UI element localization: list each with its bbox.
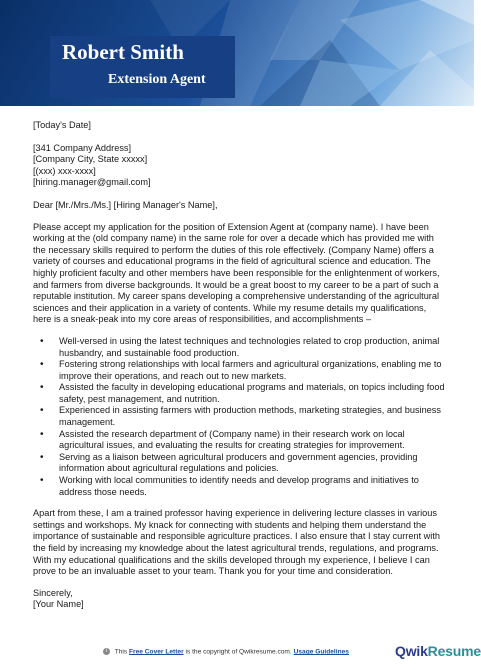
intro-paragraph: Please accept my application for the position of Extension Agent at (company name). I have been working at the (old company name) in the same role for over a decade which has provided me with the necessary skills required to perform the duties of this role effectively. (Company Name) offers a variety of courses and educational programs in the field of agricultural science and education. The highly proficient faculty and other members have been responsible for the enlightenment of workers, and farmers from diverse backgrounds. It would be a great boost to my career to be a part of such a reputable institution. My career spans developing a comprehensive understanding of the agricultural sciences and their application in a variety of contents. While my resume details my qualifications, here is a sneak-peak into my core areas of responsibilities, and accomplishments – <box>33 221 440 325</box>
letter-date: [Today's Date] <box>33 120 91 130</box>
qwikresume-logo[interactable] <box>395 643 481 659</box>
candidate-title: Extension Agent <box>108 72 206 87</box>
signature-name: [Your Name] <box>33 599 84 610</box>
usage-guidelines-link[interactable]: Usage Guidelines <box>293 648 349 656</box>
list-item: • Working with local communities to identify needs and develop programs and initiatives to address those needs. <box>53 475 445 498</box>
salutation: Dear [Mr./Mrs./Ms.] [Hiring Manager's Name], <box>33 199 218 210</box>
address-line: [(xxx) xxx-xxxx] <box>33 165 96 176</box>
footer-prefix: This <box>114 648 128 656</box>
address-line: [341 Company Address] <box>33 142 132 153</box>
copyright-notice <box>103 648 349 655</box>
list-item: • Assisted the faculty in developing educational programs and materials, on topics including food safety, pest management, and nutrition. <box>53 382 445 405</box>
closing-paragraph: Apart from these, I am a trained professor having experience in delivering lecture classes in various settings and workshops. My knack for connecting with students and helping them understand the importance of sustainable and responsible agriculture practices. I also ensure that I stay current with the field by increasing my knowledge about the latest agricultural trends, regulations, and programs. With my educational qualifications and the skills developed through my experience, I believe I can prove to be an invaluable asset to your team. Thank you for your time and consideration. <box>33 508 441 577</box>
free-cover-letter-link[interactable]: Free Cover Letter <box>129 648 184 656</box>
logo-part-qwik: Qwik <box>395 643 428 659</box>
candidate-name: Robert Smith <box>62 40 184 64</box>
list-item: • Serving as a liaison between agricultural producers and government agencies, providing information about agricultural regulations and policies. <box>53 452 445 475</box>
accomplishments-list <box>33 336 445 498</box>
address-line: [hiring.manager@gmail.com] <box>33 177 151 188</box>
list-item: • Fostering strong relationships with local farmers and agricultural organizations, enabling me to improve their operations, and reach out to new markets. <box>53 359 445 382</box>
footer <box>0 640 481 670</box>
recipient-address <box>33 143 445 189</box>
footer-middle: is the copyright of Qwikresume.com. <box>185 648 292 656</box>
list-item: • Assisted the research department of (Company name) in their research work on local agricultural issues, and evaluating the results for creating strategies for improvement. <box>53 429 445 452</box>
list-item: • Well-versed in using the latest techniques and technologies related to crop production, animal husbandry, and sustainable food production. <box>53 336 445 359</box>
logo-part-resume: Resume <box>427 643 481 659</box>
header-banner <box>0 0 474 106</box>
address-line: [Company City, State xxxxx] <box>33 154 148 165</box>
list-item: • Experienced in assisting farmers with production methods, marketing strategies, and business management. <box>53 405 445 428</box>
signoff: Sincerely, <box>33 587 73 598</box>
letter-body <box>33 120 445 611</box>
info-icon: i <box>103 648 110 655</box>
